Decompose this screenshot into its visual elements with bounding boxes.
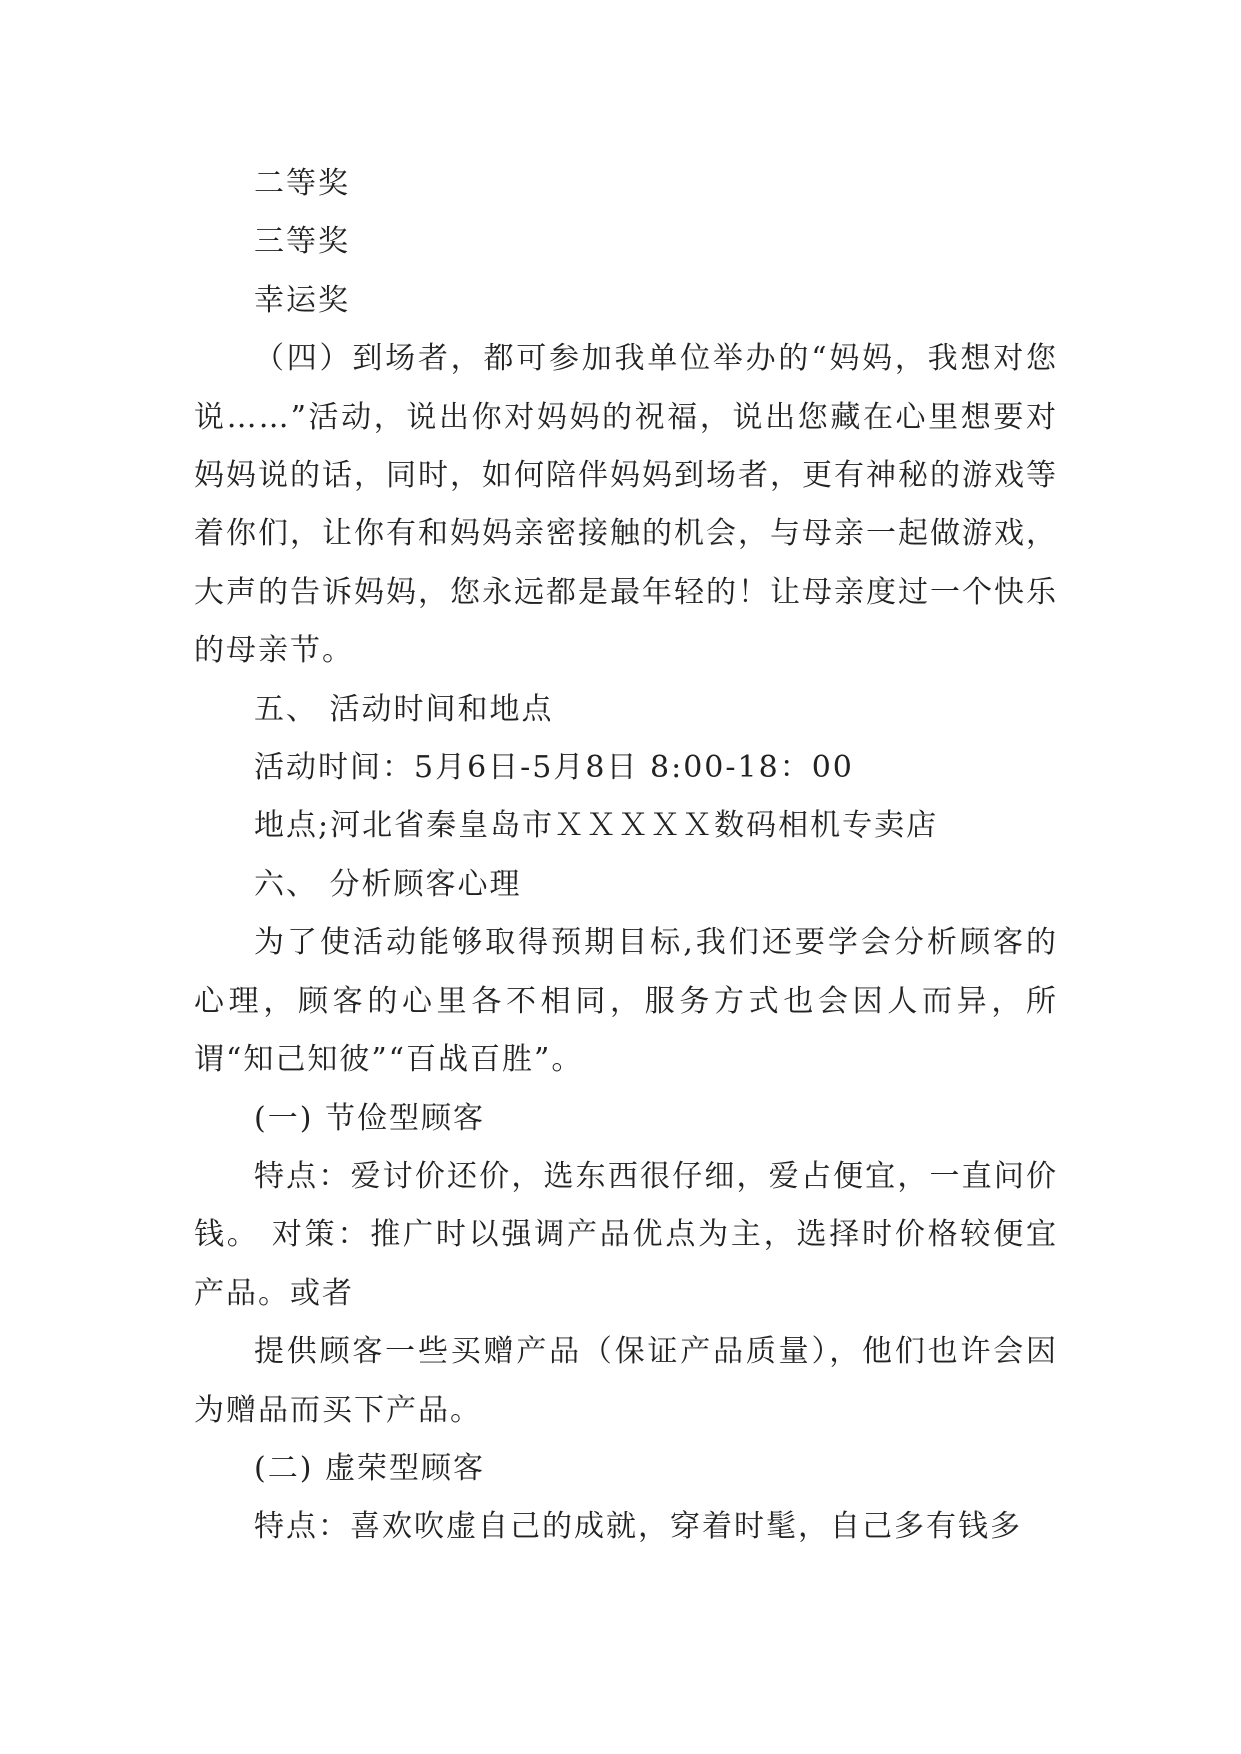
paragraph-thrifty-gift: 提供顾客一些买赠产品（保证产品质量），他们也许会因为赠品而买下产品。 xyxy=(194,1334,1058,1428)
paragraph-analysis-intro: 为了使活动能够取得预期目标,我们还要学会分析顾客的心理，顾客的心里各不相同，服务方式也会因人而异，所谓“知己知彼”“百战百胜”。 xyxy=(194,925,1058,1078)
activity-location: 地点;河北省秦皇岛市ＸＸＸＸＸ数码相机专卖店 xyxy=(254,808,939,844)
subheading-vain-customer: (二) 虚荣型顾客 xyxy=(254,1450,485,1486)
activity-time: 活动时间：5月6日-5月8日 8:00-18：00 xyxy=(254,750,854,786)
paragraph-thrifty-traits: 特点：爱讨价还价，选东西很仔细，爱占便宜，一直问价钱。 对策：推广时以强调产品优点为主，选择时价格较便宜产品。或者 xyxy=(194,1158,1058,1311)
prize-lucky: 幸运奖 xyxy=(254,282,350,318)
paragraph-vain-traits: 特点：喜欢吹虚自己的成就，穿着时髦，自己多有钱多 xyxy=(254,1509,1022,1545)
prize-third: 三等奖 xyxy=(254,224,350,260)
section-heading-five: 五、 活动时间和地点 xyxy=(254,691,554,727)
body-text xyxy=(194,155,1058,1557)
subheading-thrifty-customer: (一) 节俭型顾客 xyxy=(254,1100,485,1136)
prize-second: 二等奖 xyxy=(254,166,350,201)
section-heading-six: 六、 分析顾客心理 xyxy=(254,866,522,902)
paragraph-activity-four: （四）到场者，都可参加我单位举办的“妈妈，我想对您说……”活动，说出你对妈妈的祝福，说出您藏在心里想要对妈妈说的话，同时，如何陪伴妈妈到场者，更有神秘的游戏等着你们，让你有和妈妈亲密接触的机会，与母亲一起做游戏，大声的告诉妈妈，您永远都是最年轻的！让母亲度过一个快乐的母亲节。 xyxy=(194,341,1058,669)
